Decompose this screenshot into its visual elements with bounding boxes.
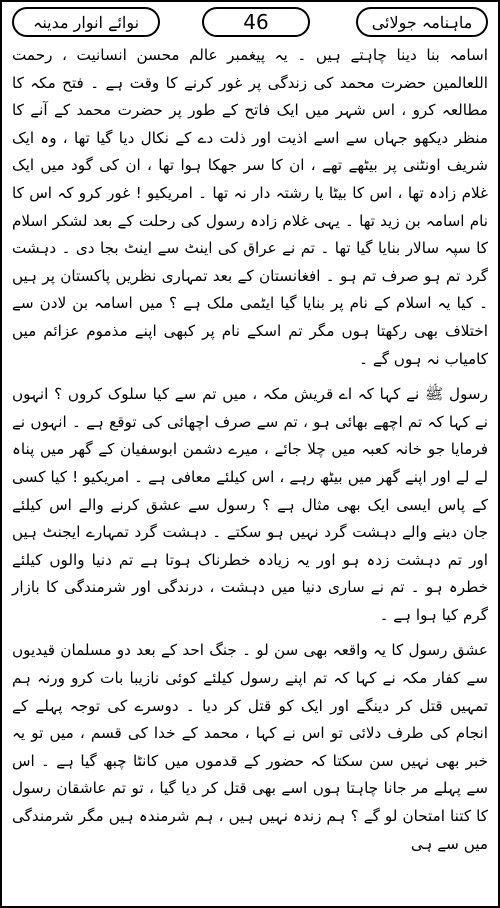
- page-header: [6, 5, 494, 39]
- article-paragraph: رسول ﷺ نے کہا کہ اے قریش مکہ ، میں تم سے کیا سلوک کروں ؟ انہوں نے کہا کہ تم اچھے بھائی ہو ، تم سے صرف اچھائی کی توقع ہے ۔ انہوں نے فرمایا جو خانہ کعبہ میں چلا جائے ، میرے دشمن ابوسفیان کے گھر میں پناہ لے لے اور اپنے گھر میں بیٹھ رہے ، اس کیلئے معافی ہے ۔ امریکیو ! کیا کسی کے پاس ایسی ایک بھی مثال ہے ؟ رسول سے عشق کرنے والے اس کیلئے جان دینے والے دہشت گرد نہیں ہو سکتے ۔ دہشت گرد تمہارے ایجنٹ ہیں اور تم دہشت زدہ ہو اور یہ زیادہ خطرناک ہوتا ہے تم دنیا والوں کیلئے خطرہ ہو ۔ تم نے ساری دنیا میں دہشت ، درندگی اور شرمندگی کا بازار گرم کیا ہوا ہے ۔: [12, 385, 488, 624]
- article-body: [12, 42, 488, 900]
- magazine-name-label: ماہنامہ جولائی: [356, 7, 488, 37]
- page-number-label: 46: [202, 7, 310, 37]
- article-paragraph: اسامہ بنا دینا چاہتے ہیں ۔ یہ پیغمبر عالم محسن انسانیت ، رحمت اللعالمین حضرت محمد کی زندگی پر غور کرنے کا وقت ہے ۔ فتح مکہ کا مطالعہ کرو ، اس شہر میں ایک فاتح کے طور پر حضرت محمد کے آنے کا منظر دیکھو جہاں سے اسے اذیت اور ذلت دے کے نکال دیا گیا تھا ، وہ ایک شریف اونٹنی پر بیٹھے تھے ، ان کا سر جھکا ہوا تھا ، ان کی گود میں ایک غلام زادہ تھا ، اس کا بیٹا یا رشتہ دار نہ تھا ۔ امریکیو ! غور کرو کہ اس کا نام اسامہ بن زید تھا ۔ یہی غلام زادہ رسول کی رحلت کے بعد لشکر اسلام کا سپہ سالار بنایا گیا تھا ۔ تم نے عراق کی اینٹ سے اینٹ بجا دی ۔ دہشت گرد تم ہو صرف تم ہو ۔ افغانستان کے بعد تمہاری نظریں پاکستان پر ہیں ۔ کیا یہ اسلام کے نام پر بنایا گیا ایٹمی ملک ہے ؟ میں اسامہ بن لادن سے اختلاف بھی رکھتا ہوں مگر تم اسکے نام پر کبھی اپنے مذموم عزائم میں کامیاب نہ ہوں گے ۔: [12, 46, 488, 368]
- article-paragraph: عشق رسول کا یہ واقعہ بھی سن لو ۔ جنگ احد کے بعد دو مسلمان قیدیوں سے کفار مکہ نے کہا کہ تم اپنے رسول کیلئے کوئی نازیبا بات کرو ورنہ ہم تمہیں قتل کر دینگے اور ایک کو قتل کر دیا ۔ دوسرے کی توجہ پہلے کے انجام کی طرف دلائی تو اس نے کہا ، محمد کے خدا کی قسم ، میں تو یہ خبر بھی نہیں سن سکتا کہ حضور کے قدموں میں کانٹا چبھ گیا ہے ۔ اس سے پہلے مر جانا چاہتا ہوں اسے بھی قتل کر دیا گیا ، تو تم عاشقان رسول کا کتنا امتحان لو گے ؟ ہم زندہ نہیں ہیں ، ہم شرمندہ ہیں مگر شرمندگی میں سے ہی: [12, 641, 488, 853]
- publication-name-label: نوائے انوار مدینہ: [12, 7, 160, 37]
